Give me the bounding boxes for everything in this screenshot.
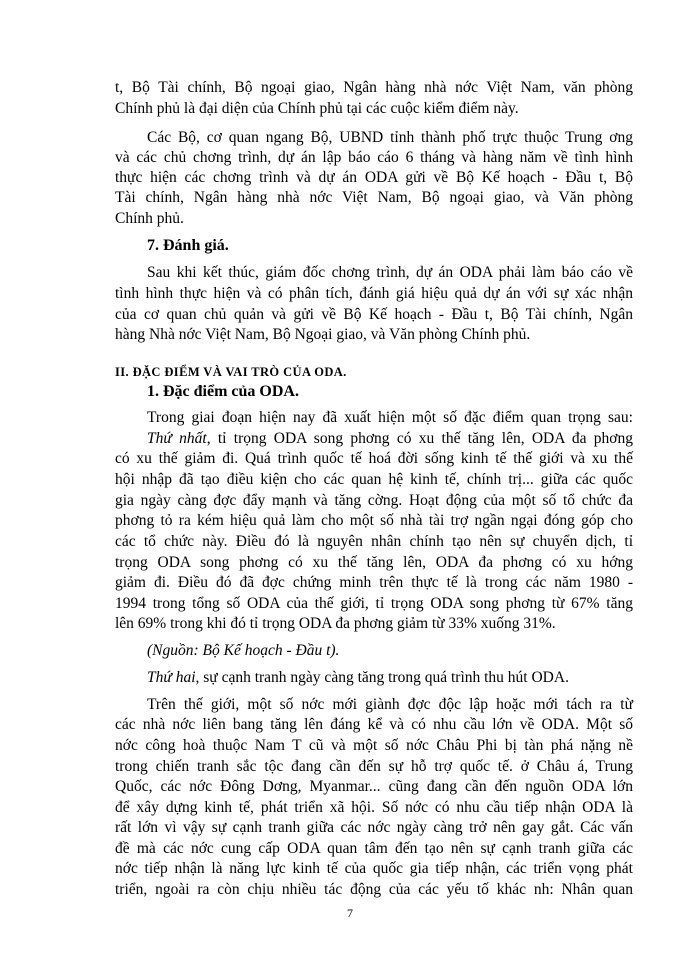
- section-heading: 1. Đặc điểm của ODA.: [147, 383, 299, 400]
- text-line: có xu thế giảm đi. Quá trình quốc tế hoá đời sống kinh tế thế giới và xu thế: [115, 450, 633, 467]
- text-line: Chính phủ là đại diện của Chính phủ tại các cuộc kiểm điểm này.: [115, 100, 519, 117]
- text-line: triển, ngoài ra còn chịu nhiều tác động của các yếu tố khác nh: Nhân quan: [115, 881, 633, 898]
- chapter-heading: II. ĐẶC ĐIỂM VÀ VAI TRÒ CỦA ODA.: [115, 365, 347, 379]
- text-line: 1994 trong tổng số ODA của thế giới, tỉ trọng ODA song phơng từ 67% tăng: [115, 595, 633, 612]
- emphasis-thu-nhat: Thứ nhất: [147, 430, 207, 447]
- text-line: tình hình thực hiện và có phân tích, đánh giá hiệu quả dự án với sự xác nhận: [115, 285, 633, 302]
- text-line: nớc tiếp nhận là năng lực kinh tế của quốc gia tiếp nhận, các triển vọng phát: [115, 860, 633, 877]
- text-line: phơng tỏ ra kém hiệu quả làm cho một số nhà tài trợ ngần ngại đóng góp cho: [115, 512, 633, 529]
- text-line: các nhà nớc liên bang tăng lên đáng kể và có nhu cầu lớn về ODA. Một số: [115, 716, 633, 733]
- text-line: Các Bộ, cơ quan ngang Bộ, UBND tỉnh thành phố trực thuộc Trung ơng: [147, 129, 633, 146]
- page-number: 7: [347, 906, 353, 920]
- text-line: đề mà các nớc cung cấp ODA quan tâm đến tạo nên sự cạnh tranh giữa các: [115, 840, 633, 857]
- section-heading: 7. Đánh giá.: [147, 237, 229, 254]
- text-line: Chính phủ.: [115, 210, 184, 227]
- text-line: hàng Nhà nớc Việt Nam, Bộ Ngoại giao, và Văn phòng Chính phủ.: [115, 326, 531, 343]
- text-line: hội nhập đã tạo điều kiện cho các quan hệ kinh tế, chính trị... giữa các quốc: [115, 471, 633, 488]
- text-line: Quốc, các nớc Đông Dơng, Myanmar... cũng đang cần đến nguồn ODA lớn: [115, 778, 633, 795]
- text-line: để xây dựng kinh tế, phát triển xã hội. Số nớc có nhu cầu tiếp nhận ODA là: [115, 799, 633, 816]
- source-note: (Nguồn: Bộ Kế hoạch - Đầu t).: [147, 642, 340, 659]
- text-line: các tổ chức này. Điều đó là nguyên nhân chính tạo nên sự chuyển dịch, tỉ: [115, 533, 633, 550]
- text-line: rất lớn vì vậy sự cạnh tranh giữa các nớc ngày càng trở nên gay gắt. Các vấn: [115, 819, 633, 836]
- emphasis-thu-hai: Thứ hai: [147, 669, 196, 686]
- text-line: t, Bộ Tài chính, Bộ ngoại giao, Ngân hàng nhà nớc Việt Nam, văn phòng: [115, 79, 633, 96]
- text-line: nớc công hoà thuộc Nam T cũ và một số nớc Châu Phi bị tàn phá nặng nề: [115, 737, 633, 754]
- text-line: và các chủ chơng trình, dự án lập báo cáo 6 tháng và hàng năm về tình hình: [115, 149, 633, 166]
- text-line: Thứ hai, sự cạnh tranh ngày càng tăng trong quá trình thu hút ODA.: [147, 669, 569, 686]
- text-line: thực hiện các chơng trình và dự án ODA gửi về Bộ Kế hoạch - Đầu t, Bộ: [115, 169, 633, 186]
- text-line: giảm đi. Điều đó đã đợc chứng minh trên thực tế là trong các năm 1980 -: [115, 574, 633, 591]
- text-line: Sau khi kết thúc, giám đốc chơng trình, dự án ODA phải làm báo cáo về: [147, 264, 633, 281]
- text-line: gia ngày càng đợc đẩy mạnh và tăng cờng. Hoạt động của một số tổ chức đa: [115, 492, 633, 509]
- text-line: trọng ODA song phơng có xu thế tăng lên, ODA đa phơng có xu hớng: [115, 554, 633, 571]
- text-line: Thứ nhất, tỉ trọng ODA song phơng có xu thế tăng lên, ODA đa phơng: [147, 430, 633, 447]
- text-line: Tài chính, Ngân hàng nhà nớc Việt Nam, Bộ ngoại giao, và Văn phòng: [115, 189, 633, 206]
- text-line: trong chiến tranh sắc tộc đang cần đến sự hỗ trợ quốc tế. ở Châu á, Trung: [115, 758, 633, 775]
- text-line: Trên thế giới, một số nớc mới giành đợc độc lập hoặc mới tách ra từ: [147, 696, 633, 713]
- text-line: của cơ quan chủ quản và gửi về Bộ Kế hoạch - Đầu t, Bộ Tài chính, Ngân: [115, 306, 633, 323]
- text-line: Trong giai đoạn hiện nay đã xuất hiện một số đặc điểm quan trọng sau:: [147, 409, 633, 426]
- text-line: lên 69% trong khi đó tỉ trọng ODA đa phơng giảm từ 33% xuống 31%.: [115, 615, 556, 632]
